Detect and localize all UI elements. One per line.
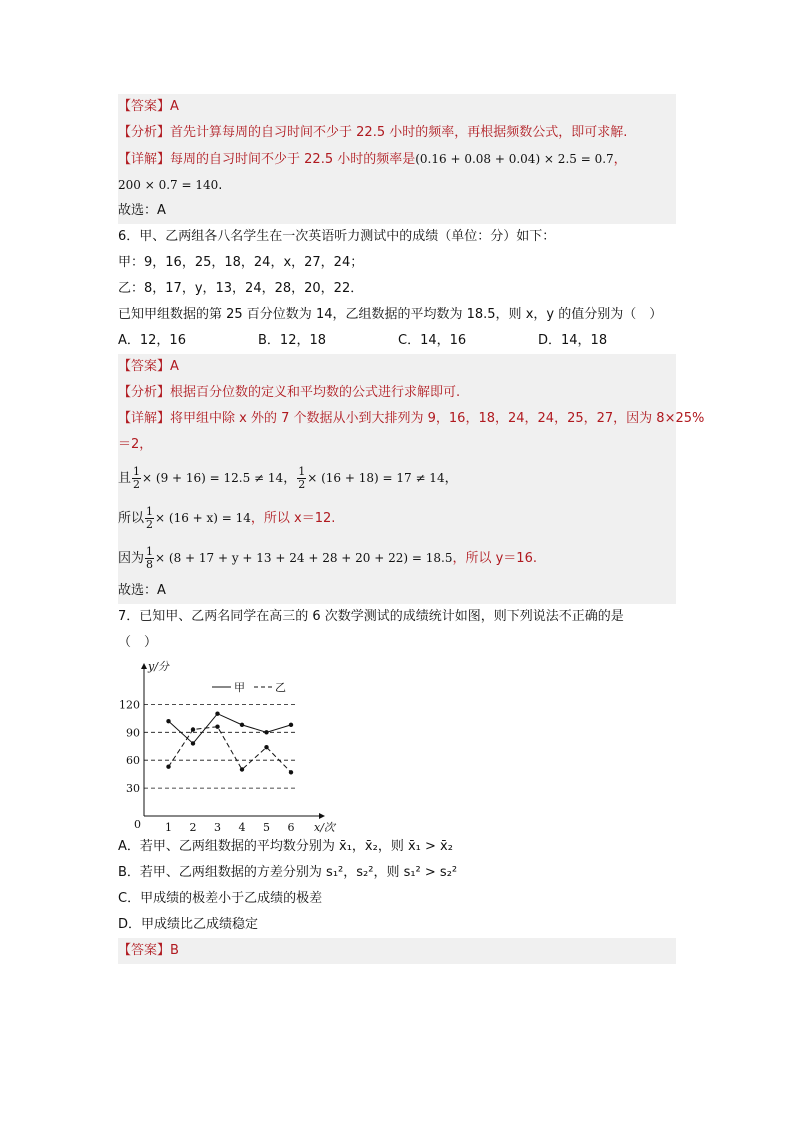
q6-analysis-line (118, 380, 676, 406)
answer-tag: 【答案】 (118, 359, 171, 374)
formula: × (8 + 17 + y + 13 + 24 + 28 + 20 + 22) = 18.5 (155, 551, 453, 565)
detail3-prefix: 且 (118, 471, 132, 486)
q7-answer-line (118, 938, 676, 964)
y-tick-label: 120 (119, 698, 140, 712)
analysis-text: 根据百分位数的定义和平均数的公式进行求解即可. (170, 385, 461, 400)
q7-option-d: D．甲成绩比乙成绩稳定 (118, 917, 259, 932)
q6-question (118, 224, 676, 354)
x-tick-label: 4 (238, 821, 246, 834)
data-point-jia (240, 723, 244, 727)
q6-solution (118, 354, 705, 604)
y-tick-label: 30 (126, 782, 140, 796)
q5-detail-line (118, 146, 676, 172)
q5-answer-line (118, 94, 676, 120)
answer-tag: 【答案】 (118, 99, 171, 114)
q7-option-b: B．若甲、乙两组数据的方差分别为 s₁²，s₂²，则 s₁² > s₂² (118, 865, 458, 880)
y-tick-label: 60 (126, 754, 140, 768)
data-point-jia (166, 719, 170, 723)
fraction-half: $\frac{1}{2}$ (133, 465, 141, 491)
detail-text: 每周的自习时间不少于 22.5 小时的频率是 (170, 152, 416, 167)
data-point-yi (191, 727, 195, 731)
x-tick-label: 3 (214, 821, 221, 834)
formula-end: . (218, 178, 223, 193)
detail4-result: ，所以 x＝12. (250, 511, 336, 526)
q7-paren: （ ） (118, 635, 158, 650)
q6-conclusion: 故选：A (118, 583, 166, 598)
data-point-jia (215, 712, 219, 716)
legend (212, 681, 286, 694)
data-point-jia (289, 723, 293, 727)
detail-tag: 【详解】 (118, 152, 171, 167)
analysis-tag: 【分析】 (118, 125, 171, 140)
x-tick-label: 6 (287, 821, 295, 834)
q7-question (118, 604, 676, 938)
q5-formula-line (118, 172, 676, 198)
q6-detail-line3 (118, 458, 676, 498)
data-point-yi (240, 767, 244, 771)
answer-value: B (170, 943, 179, 958)
data-point-jia (191, 741, 195, 745)
formula-a: × (9 + 16) = 12.5 ≠ 14 (142, 471, 284, 485)
detail-tag: 【详解】 (118, 411, 171, 426)
formula: 200 × 0.7 = 140 (118, 178, 219, 192)
option-d: D．14，18 (538, 333, 608, 348)
data-point-yi (215, 725, 219, 729)
q6-condition: 已知甲组数据的第 25 百分位数为 14，乙组数据的平均数为 18.5，则 x，y 的值分别为（ ） (118, 307, 663, 322)
answer-value: A (170, 359, 179, 374)
x-tick-label: 5 (263, 821, 270, 834)
q7-chart (118, 656, 676, 834)
q7-option-c: C．甲成绩的极差小于乙成绩的极差 (118, 891, 323, 906)
detail5-prefix: 因为 (118, 551, 145, 566)
x-tick-label: 2 (189, 821, 197, 834)
x-axis-label: x/次 (314, 821, 335, 834)
q7-stem: 7．已知甲、乙两名同学在高三的 6 次数学测试的成绩统计如图，则下列说法不正确的是 (118, 609, 624, 624)
legend-label-jia: 甲 (234, 681, 245, 694)
line-chart (118, 656, 358, 834)
q5-conclusion: 故选：A (118, 203, 166, 218)
q6-detail-line5 (118, 538, 676, 578)
fraction-half: $\frac{1}{2}$ (146, 505, 154, 531)
answer-tag: 【答案】 (118, 943, 171, 958)
option-c: C．14，16 (398, 333, 467, 348)
q6-answer-line (118, 354, 676, 380)
data-point-yi (289, 770, 293, 774)
q6-stem: 6．甲、乙两组各八名学生在一次英语听力测试中的成绩（单位：分）如下： (118, 229, 556, 244)
x-tick-label: 1 (165, 821, 172, 834)
detail3-end: ， (444, 471, 458, 486)
q6-options (118, 328, 676, 354)
q6-jia-data: 甲：9，16，25，18，24，x，27，24； (118, 255, 364, 270)
detail-text: 将甲组中除 x 外的 7 个数据从小到大排列为 9，16，18，24，24，25，27，因为 8×25% (170, 411, 705, 426)
q6-detail-line1 (118, 406, 705, 432)
q7-solution (118, 938, 676, 964)
data-point-yi (166, 765, 170, 769)
answer-value: A (170, 99, 179, 114)
legend-label-yi: 乙 (275, 681, 286, 694)
detail-formula: (0.16 + 0.08 + 0.04) × 2.5 = 0.7 (415, 152, 614, 166)
page (118, 94, 705, 964)
q7-option-a: A．若甲、乙两组数据的平均数分别为 x̄₁，x̄₂，则 x̄₁ > x̄₂ (118, 839, 453, 854)
y-tick-label: 90 (126, 726, 140, 740)
data-point-yi (264, 745, 268, 749)
origin-label: 0 (134, 818, 141, 831)
y-axis-label: y/分 (148, 660, 169, 673)
data-point-jia (264, 730, 268, 734)
q6-yi-data: 乙：8，17，y，13，24，28，20，22． (118, 281, 364, 296)
detail4-prefix: 所以 (118, 511, 145, 526)
detail5-result: ，所以 y＝16. (452, 551, 537, 566)
q6-detail-line2: ＝2， (118, 437, 153, 452)
formula-b: × (16 + 18) = 17 ≠ 14 (307, 471, 445, 485)
fraction-half: $\frac{1}{2}$ (298, 465, 306, 491)
q5-solution (118, 94, 676, 224)
detail-end: ， (613, 152, 627, 167)
analysis-tag: 【分析】 (118, 385, 171, 400)
detail3-mid: ， (283, 471, 297, 486)
q6-detail-line4 (118, 498, 676, 538)
formula: × (16 + x) = 14 (155, 511, 251, 525)
fraction-eighth: $\frac{1}{8}$ (146, 545, 154, 571)
analysis-text: 首先计算每周的自习时间不少于 22.5 小时的频率，再根据频数公式，即可求解. (170, 125, 628, 140)
q5-analysis-line (118, 120, 676, 146)
series-line-yi (169, 727, 292, 773)
option-a: A．12，16 (118, 333, 186, 348)
option-b: B．12，18 (258, 333, 327, 348)
